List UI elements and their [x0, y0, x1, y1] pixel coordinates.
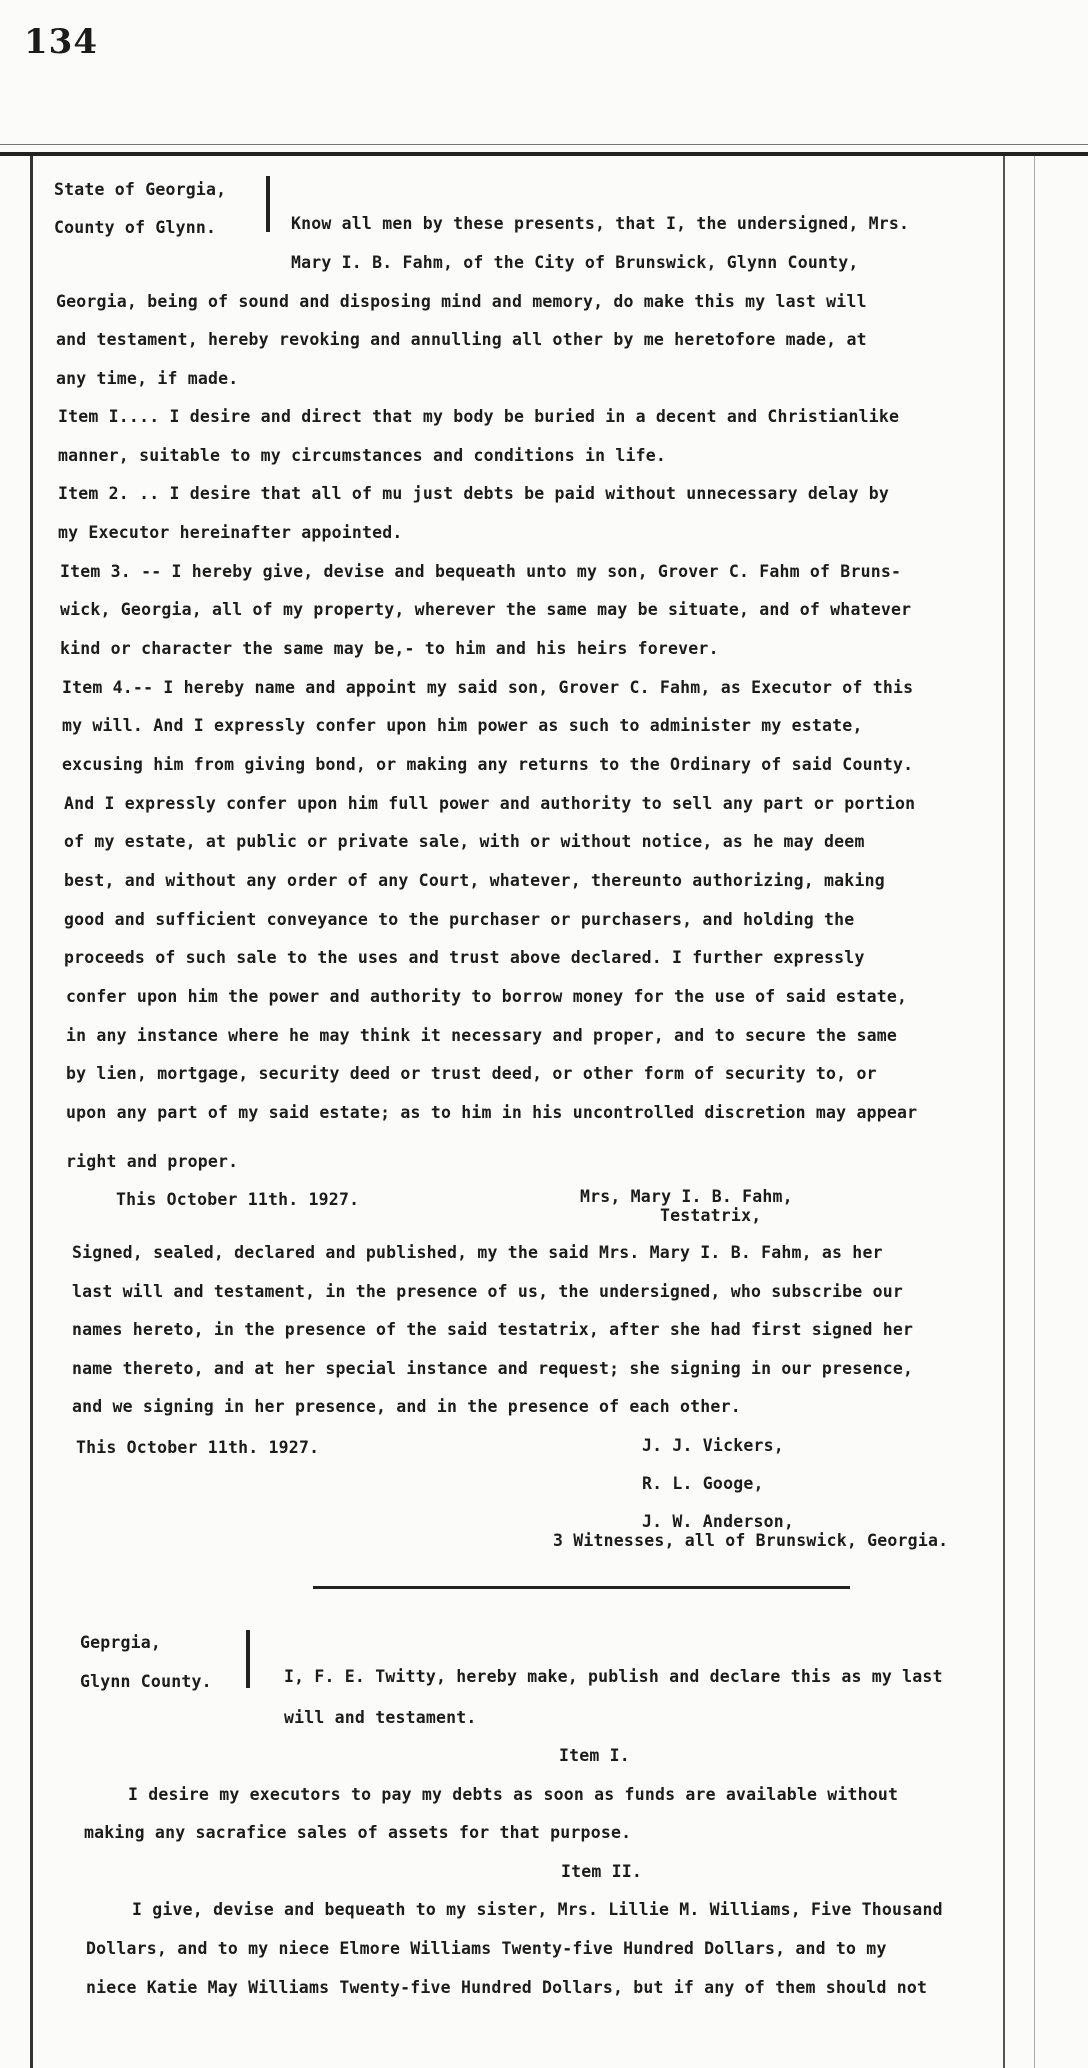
caption-county: County of Glynn.: [54, 218, 217, 237]
item-line: my will. And I expressly confer upon him power as such to administer my estate,: [62, 716, 863, 735]
caption-brace: [246, 1630, 250, 1688]
witness-date: This October 11th. 1927.: [76, 1438, 320, 1457]
item-line: Item 2. .. I desire that all of mu just debts be paid without unnecessary delay by: [58, 484, 889, 503]
witness-name: J. J. Vickers,: [642, 1436, 784, 1455]
page-number: 134: [24, 22, 98, 62]
intro-line: Georgia, being of sound and disposing mind and memory, do make this my last will: [56, 292, 867, 311]
witness-name: R. L. Googe,: [642, 1474, 764, 1493]
testatrix-signature: Mrs, Mary I. B. Fahm,: [580, 1187, 793, 1206]
attestation-line: name thereto, and at her special instance and request; she signing in our presence,: [72, 1359, 914, 1378]
attestation-line: Signed, sealed, declared and published, my the said Mrs. Mary I. B. Fahm, as her: [72, 1243, 883, 1262]
intro-line: Mary I. B. Fahm, of the City of Brunswick, Glynn County,: [291, 253, 859, 272]
attestation-line: and we signing in her presence, and in the presence of each other.: [72, 1397, 741, 1416]
item-line: my Executor hereinafter appointed.: [58, 523, 403, 542]
item-line: best, and without any order of any Court, whatever, thereunto authorizing, making: [64, 871, 885, 890]
left-margin-rule: [30, 156, 33, 2068]
item-line: And I expressly confer upon him full power and authority to sell any part or portion: [64, 794, 916, 813]
item-line: manner, suitable to my circumstances and conditions in life.: [58, 446, 667, 465]
item-line: I give, devise and bequeath to my sister, Mrs. Lillie M. Williams, Five Thousand: [132, 1900, 943, 1919]
item-line: upon any part of my said estate; as to him in his uncontrolled discretion may appear: [66, 1103, 918, 1122]
top-border: [0, 152, 1088, 156]
item-line: right and proper.: [66, 1152, 239, 1171]
item-line: excusing him from giving bond, or making any returns to the Ordinary of said County.: [62, 755, 914, 774]
item-line: Item I.... I desire and direct that my body be buried in a decent and Christianlike: [58, 407, 900, 426]
right-edge-rule: [1034, 156, 1035, 2068]
attestation-line: names hereto, in the presence of the said testatrix, after she had first signed her: [72, 1320, 914, 1339]
intro-line: Know all men by these presents, that I, the undersigned, Mrs.: [291, 214, 910, 233]
caption-state: Geprgia,: [80, 1633, 162, 1652]
item-line: niece Katie May Williams Twenty-five Hundred Dollars, but if any of them should not: [86, 1978, 928, 1997]
execution-date: This October 11th. 1927.: [116, 1190, 360, 1209]
item-line: good and sufficient conveyance to the purchaser or purchasers, and holding the: [64, 910, 855, 929]
right-margin-rule: [1003, 156, 1005, 2068]
item-line: Item 4.-- I hereby name and appoint my said son, Grover C. Fahm, as Executor of this: [62, 678, 914, 697]
item-line: wick, Georgia, all of my property, wherever the same may be situate, and of whatever: [60, 600, 912, 619]
witness-note: 3 Witnesses, all of Brunswick, Georgia.: [553, 1531, 949, 1550]
item-line: kind or character the same may be,- to him and his heirs forever.: [60, 639, 719, 658]
caption-county: Glynn County.: [80, 1672, 212, 1691]
item-line: Dollars, and to my niece Elmore Williams Twenty-five Hundred Dollars, and to my: [86, 1939, 887, 1958]
testatrix-title: Testatrix,: [660, 1206, 762, 1225]
intro-line: will and testament.: [284, 1708, 477, 1727]
item-heading: Item II.: [561, 1862, 643, 1881]
item-line: Item 3. -- I hereby give, devise and bequeath unto my son, Grover C. Fahm of Bruns-: [60, 562, 902, 581]
item-line: I desire my executors to pay my debts as soon as funds are available without: [128, 1785, 899, 1804]
intro-line: I, F. E. Twitty, hereby make, publish and declare this as my last: [284, 1667, 943, 1686]
item-line: making any sacrafice sales of assets for that purpose.: [84, 1823, 632, 1842]
intro-line: and testament, hereby revoking and annulling all other by me heretofore made, at: [56, 330, 867, 349]
attestation-line: last will and testament, in the presence of us, the undersigned, who subscribe our: [72, 1282, 903, 1301]
witness-name: J. W. Anderson,: [642, 1512, 795, 1531]
caption-state: State of Georgia,: [54, 180, 227, 199]
caption-brace: [266, 176, 270, 232]
item-line: by lien, mortgage, security deed or trust deed, or other form of security to, or: [66, 1064, 877, 1083]
top-border-thin: [0, 144, 1088, 145]
section-divider: [313, 1586, 850, 1589]
item-heading: Item I.: [559, 1746, 630, 1765]
item-line: confer upon him the power and authority to borrow money for the use of said estate,: [66, 987, 908, 1006]
intro-line: any time, if made.: [56, 369, 239, 388]
item-line: proceeds of such sale to the uses and trust above declared. I further expressly: [64, 948, 865, 967]
item-line: of my estate, at public or private sale, with or without notice, as he may deem: [64, 832, 865, 851]
item-line: in any instance where he may think it necessary and proper, and to secure the same: [66, 1026, 897, 1045]
